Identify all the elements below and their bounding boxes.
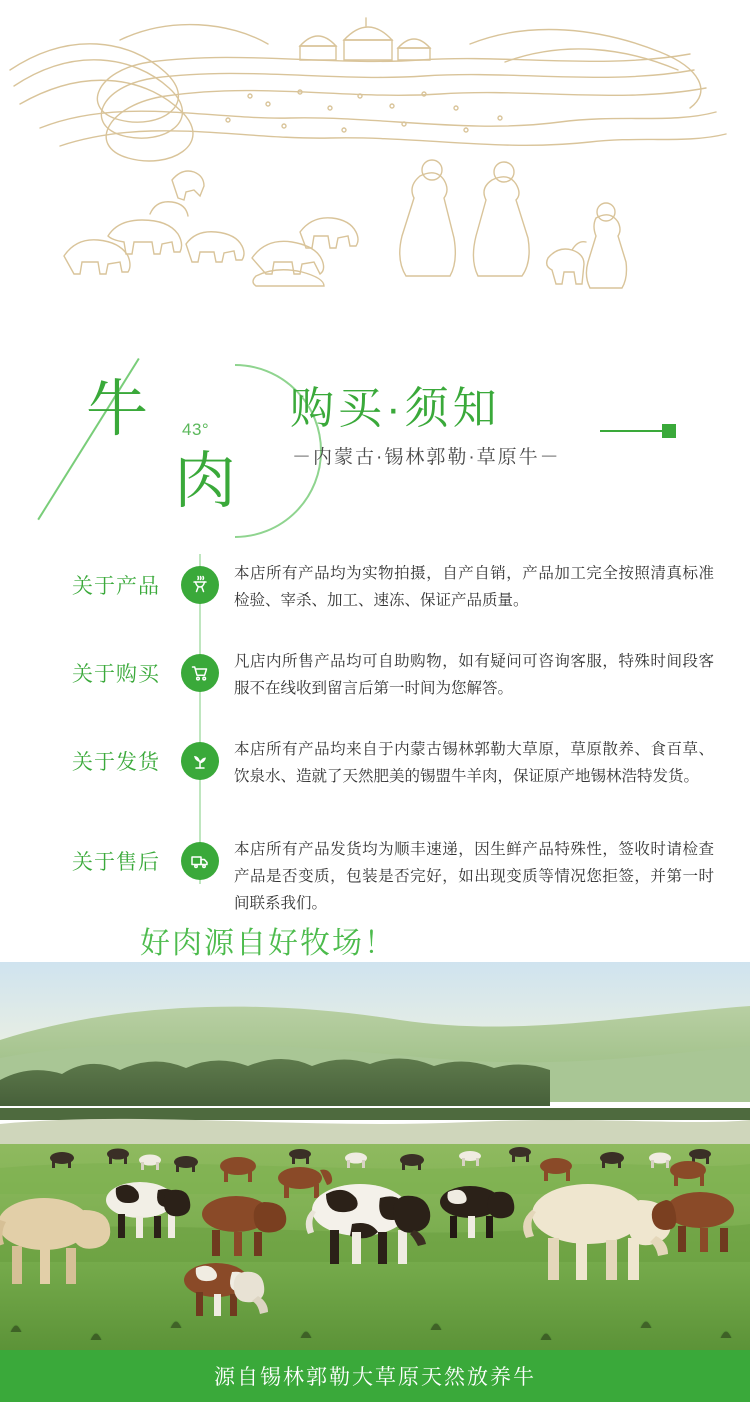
notice-label: 关于发货 bbox=[72, 751, 160, 774]
notice-list bbox=[0, 548, 750, 912]
page-title: 购买·须知 bbox=[290, 384, 501, 433]
page-subtitle: －内蒙古·锡林郭勒·草原牛－ bbox=[292, 447, 561, 468]
logo-degree-label: 43° bbox=[182, 420, 210, 439]
cart-icon bbox=[181, 654, 219, 692]
grill-icon bbox=[181, 566, 219, 604]
notice-label: 关于售后 bbox=[72, 851, 160, 874]
grass-icon bbox=[181, 742, 219, 780]
title-rule bbox=[600, 430, 662, 432]
notice-label: 关于产品 bbox=[72, 575, 160, 598]
pasture-photo bbox=[0, 962, 750, 1350]
tagline: 好肉源自好牧场！ bbox=[140, 927, 396, 960]
notice-text: 本店所有产品均为实物拍摄，自产自销，产品加工完全按照清真标准检验、宰杀、加工、速冻、保证产品质量。 bbox=[234, 565, 714, 609]
logo-char-niu: 牛 bbox=[86, 372, 149, 445]
notice-text: 本店所有产品均来自于内蒙古锡林郭勒大草原，草原散养、食百草、饮泉水、造就了天然肥美的锡盟牛羊肉，保证原产地锡林浩特发货。 bbox=[234, 741, 714, 785]
hero-illustration bbox=[0, 0, 750, 320]
notice-text: 本店所有产品发货均为顺丰速递，因生鲜产品特殊性，签收时请检查产品是否变质，包装是否完好，如出现变质等情况您拒签，并第一时间联系我们。 bbox=[234, 841, 714, 912]
notice-text: 凡店内所售产品均可自助购物，如有疑问可咨询客服，特殊时间段客服不在线收到留言后第一时间为您解答。 bbox=[234, 653, 714, 697]
notice-label: 关于购买 bbox=[72, 663, 160, 686]
pasture-scene bbox=[0, 962, 750, 1350]
footer-text: 源自锡林郭勒大草原天然放养牛 bbox=[214, 1366, 536, 1389]
logo-char-rou: 肉 bbox=[174, 444, 237, 517]
grassland-line-art bbox=[0, 0, 750, 320]
footer-bar bbox=[0, 1350, 750, 1402]
truck-icon bbox=[181, 842, 219, 880]
logo-mark bbox=[78, 358, 298, 528]
title-block bbox=[0, 330, 750, 530]
